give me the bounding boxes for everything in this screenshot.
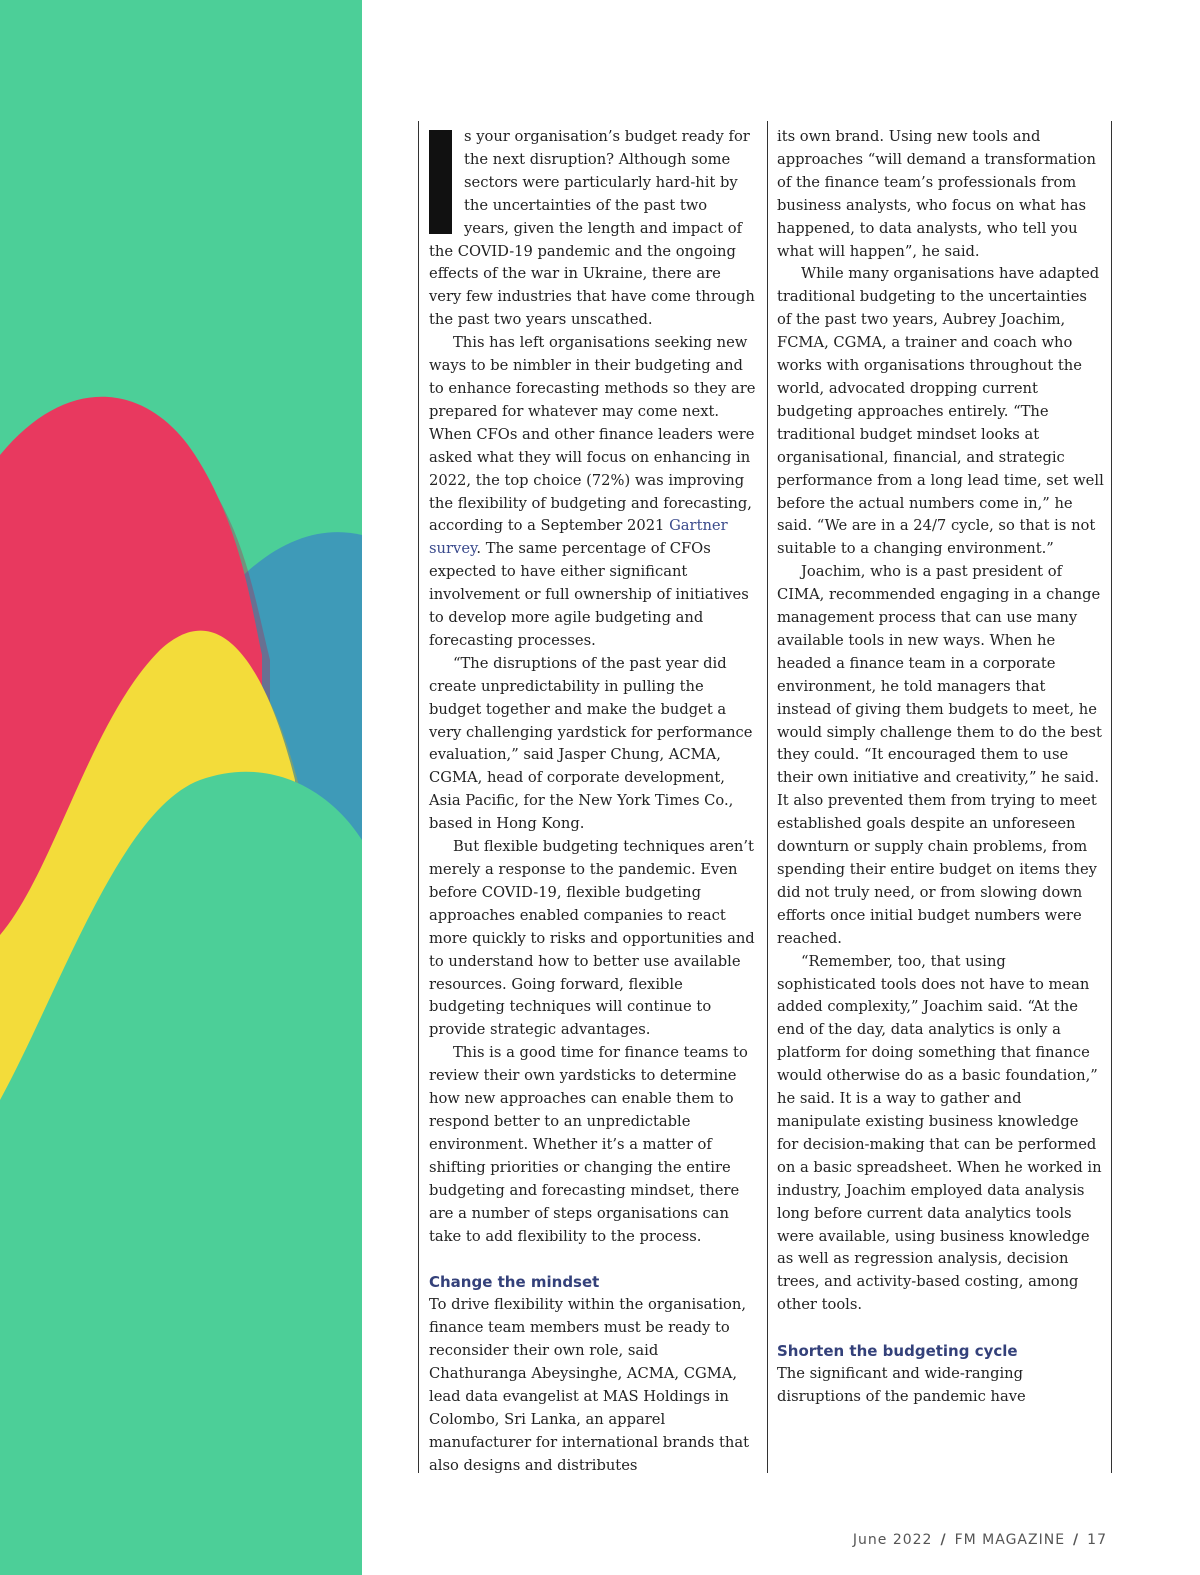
- paragraph: s your organisation’s budget ready for the next disruption? Although some sectors were particularly hard-hit by the uncertainties of the past two years, given the length and impact of the COVID-19 pandemic and the ongoing effects of the war in Ukraine, there are very few industries that have come through the past two years unscathed.: [429, 128, 755, 329]
- paragraph: To drive flexibility within the organisation, finance team members must be ready to reconsider their own role, said Chathuranga Abeysinghe, ACMA, CGMA, lead data evangelist at MAS Holdings in Colombo, Sri Lanka, an apparel manufacturer for international brands that also designs and distributes: [429, 1296, 750, 1474]
- column-rule-left: [418, 121, 419, 1473]
- page-footer: [853, 1532, 1107, 1548]
- separator: /: [940, 1532, 947, 1548]
- paragraph: But flexible budgeting techniques aren’t merely a response to the pandemic. Even before COVID-19, flexible budgeting approaches enabled companies to react more quickly to risks and opportunities and to understand how to better use available resources. Going forward, flexible budgeting techniques will continue to provide strategic advantages.: [429, 838, 755, 1039]
- column-rule-right: [1111, 121, 1112, 1473]
- subhead-shorten-the-budgeting-cycle: Shorten the budgeting cycle: [777, 1342, 1018, 1361]
- article-column-2: [777, 126, 1104, 1409]
- subhead-change-the-mindset: Change the mindset: [429, 1273, 600, 1292]
- page-number: 17: [1087, 1532, 1107, 1548]
- paragraph: “The disruptions of the past year did create unpredictability in pulling the budget together and make the budget a very challenging yardstick for performance evaluation,” said Jasper Chung, ACMA, CGMA, head of corporate development, Asia Pacific, for the New York Times Co., based in Hong Kong.: [429, 654, 753, 833]
- magazine-name: FM MAGAZINE: [954, 1532, 1066, 1548]
- gartner-survey-link[interactable]: Gartner survey: [429, 517, 728, 558]
- paragraph: While many organisations have adapted traditional budgeting to the uncertainties of the past two years, Aubrey Joachim, FCMA, CGMA, a trainer and coach who works with organisations throughout the world, advocated dropping current budgeting approaches entirely. “The traditional budget mindset looks at organisational, financial, and strategic performance from a long lead time, set well before the actual numbers come in,” he said. “We are in a 24/7 cycle, so that is not suitable to a changing environment.”: [777, 265, 1104, 558]
- paragraph: its own brand. Using new tools and approaches “will demand a transformation of the finance team’s professionals from business analysts, who focus on what has happened, to data analysts, who tell you what will happen”, he said.: [777, 128, 1096, 260]
- paragraph: This is a good time for finance teams to review their own yardsticks to determine how new approaches can enable them to respond better to an unpredictable environment. Whether it’s a matter of shifting priorities or changing the entire budgeting and forecasting mindset, there are a number of steps organisations can take to add flexibility to the process.: [429, 1044, 748, 1245]
- paragraph: The significant and wide-ranging disruptions of the pandemic have: [777, 1364, 1026, 1405]
- paragraph: This has left organisations seeking new ways to be nimbler in their budgeting and to enhance forecasting methods so they are prepared for whatever may come next. When CFOs and other finance leaders were asked what they will focus on enhancing in 2022, the top choice (72%) was improving the flexibility of budgeting and forecasting, according to a September 2021 Gartner survey. The same percentage of CFOs expected to have either significant involvement or full ownership of initiatives to develop more agile budgeting and forecasting processes.: [429, 334, 756, 649]
- column-rule-middle: [767, 121, 768, 1473]
- paper-waves-illustration: [0, 0, 362, 1575]
- issue-date: June 2022: [852, 1532, 933, 1548]
- drop-cap: [429, 130, 452, 234]
- separator: /: [1073, 1532, 1080, 1548]
- article-column-1: [429, 126, 756, 1477]
- paragraph: Joachim, who is a past president of CIMA, recommended engaging in a change management process that can use many available tools in new ways. When he headed a finance team in a corporate environment, he told managers that instead of giving them budgets to meet, he would simply challenge them to do the best they could. “It encouraged them to use their own initiative and creativity,” he said. It also prevented them from trying to meet established goals despite an unforeseen downturn or supply chain problems, from spending their entire budget on items they did not truly need, or from slowing down efforts once initial budget numbers were reached.: [777, 563, 1102, 947]
- paragraph: “Remember, too, that using sophisticated tools does not have to mean added complexity,” Joachim said. “At the end of the day, data analytics is only a platform for doing something that finance would otherwise do as a basic foundation,” he said. It is a way to gather and manipulate existing business knowledge for decision-making that can be performed on a basic spreadsheet. When he worked in industry, Joachim employed data analysis long before current data analytics tools were available, using business knowledge as well as regression analysis, decision trees, and activity-based costing, among other tools.: [777, 952, 1102, 1314]
